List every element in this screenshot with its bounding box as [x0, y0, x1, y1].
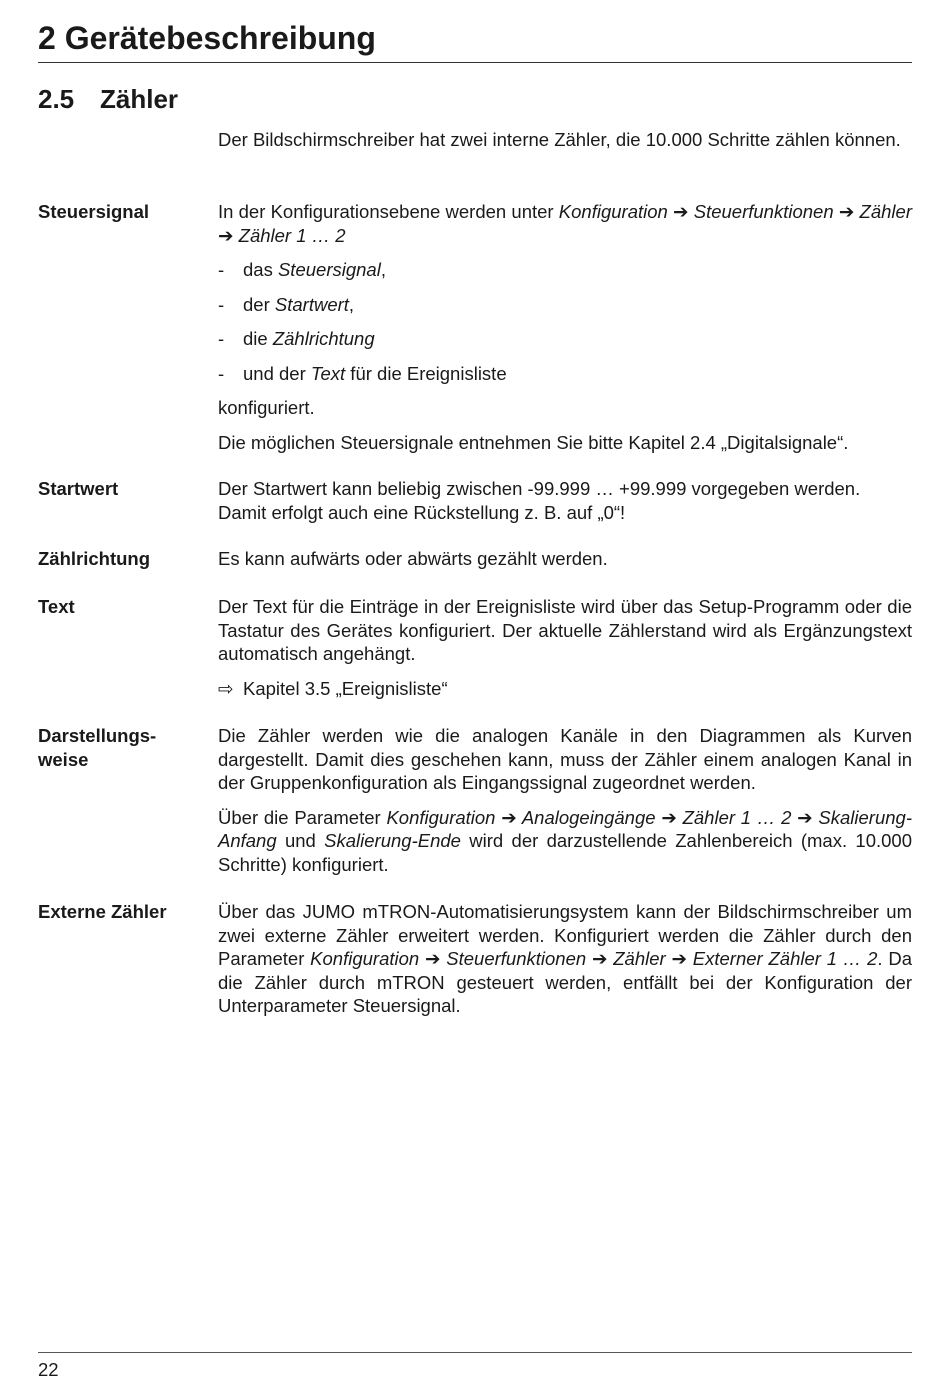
chapter-reference-link[interactable]	[218, 677, 912, 701]
steuersignal-label: Steuersignal	[38, 201, 150, 222]
zaehlrichtung-block	[38, 547, 912, 582]
list-dash: -	[218, 328, 225, 349]
darstellung-text: Die Zähler werden wie die analogen Kanäle in den Diagrammen als Kurven dargestellt. Damit dies geschehen kann, muss der Zähler einem analogen Kanal in der Gruppenkonfiguration als Eingangssignal zugeordnet werden.	[218, 725, 912, 793]
section-number: 2.5	[38, 84, 75, 114]
darstellung-parameters: Über die Parameter Konfiguration ➔ Analogeingänge ➔ Zähler 1 … 2 ➔ Skalierung-Anfang und Skalierung-Ende wird der darzustellende Zahlenbereich (max. 10.000 Schritte) konfiguriert.	[218, 806, 912, 875]
list-item: - der Startwert,	[218, 293, 355, 315]
list-item: - und der Text für die Ereignisliste	[218, 362, 507, 384]
zaehlrichtung-text: Es kann aufwärts oder abwärts gezählt werden.	[218, 548, 608, 569]
externe-zaehler-menu-path: Konfiguration ➔ Steuerfunktionen ➔ Zähler ➔ Externer Zähler 1 … 2	[310, 948, 878, 969]
arrow-right-icon: ⇨	[218, 677, 234, 699]
startwert-text: Der Startwert kann beliebig zwischen -99.999 … +99.999 vorgegeben werden. Damit erfolgt auch eine Rückstellung z. B. auf „0“!	[218, 478, 861, 523]
list-item: - die Zählrichtung	[218, 328, 375, 349]
intro-block	[38, 128, 912, 163]
darstellung-skalierung-ende: Skalierung-Ende	[324, 830, 461, 851]
darstellung-block	[38, 724, 912, 887]
list-dash: -	[218, 259, 225, 280]
text-label: Text	[38, 596, 75, 617]
intro-text: Der Bildschirmschreiber hat zwei interne Zähler, die 10.000 Schritte zählen können.	[218, 129, 901, 150]
steuersignal-block	[38, 200, 912, 465]
steuersignal-list	[218, 258, 912, 385]
startwert-block	[38, 477, 912, 535]
darstellung-label	[38, 724, 208, 771]
text-description: Der Text für die Einträge in der Ereignisliste wird über das Setup-Programm oder die Tastatur des Gerätes konfiguriert. Der aktuelle Zählerstand wird als Ergänzungstext automatisch angehängt.	[218, 596, 912, 664]
section-title: Zähler	[100, 84, 179, 114]
page-number: 22	[38, 1359, 59, 1380]
list-item: - das Steuersignal,	[218, 259, 386, 280]
steuersignal-intro-text: In der Konfigurationsebene werden unter	[218, 201, 559, 222]
section-heading	[38, 82, 178, 116]
zaehlrichtung-label: Zählrichtung	[38, 548, 151, 569]
text-block	[38, 595, 912, 711]
chapter-title: 2 Gerätebeschreibung	[38, 18, 912, 63]
externe-zaehler-label: Externe Zähler	[38, 901, 167, 922]
darstellung-label-line2: weise	[38, 748, 89, 770]
startwert-label: Startwert	[38, 478, 119, 499]
list-dash: -	[218, 293, 225, 315]
list-dash: -	[218, 362, 225, 384]
chapter-reference-text: Kapitel 3.5 „Ereignisliste“	[243, 677, 448, 699]
darstellung-menu-path: Konfiguration ➔ Analogeingänge ➔ Zähler 1 … 2 ➔ Skalierung-Anfang	[218, 806, 912, 851]
externe-zaehler-text: Über das JUMO mTRON-Automatisierungsystem kann der Bildschirmschreiber um zwei externe Zähler erweitert werden. Konfiguriert werden die Zähler durch den Parameter Konfiguration ➔ Steuerfunktionen ➔ Zähler ➔ Externer Zähler 1 … 2. Da die Zähler durch mTRON gesteuert werden, entfällt bei der Konfiguration der Unterparameter Steuersignal.	[218, 901, 912, 1016]
steuersignal-intro	[218, 200, 912, 247]
darstellung-label-line1: Darstellungs-	[38, 725, 157, 746]
externe-zaehler-block	[38, 900, 912, 1029]
footer-divider	[38, 1352, 912, 1353]
steuersignal-configured: konfiguriert.	[218, 397, 315, 418]
steuersignal-reference: Die möglichen Steuersignale entnehmen Sie bitte Kapitel 2.4 „Digitalsignale“.	[218, 431, 849, 453]
steuersignal-menu-path: Konfiguration ➔ Steuerfunktionen ➔ Zähler ➔ Zähler 1 … 2	[218, 201, 912, 246]
